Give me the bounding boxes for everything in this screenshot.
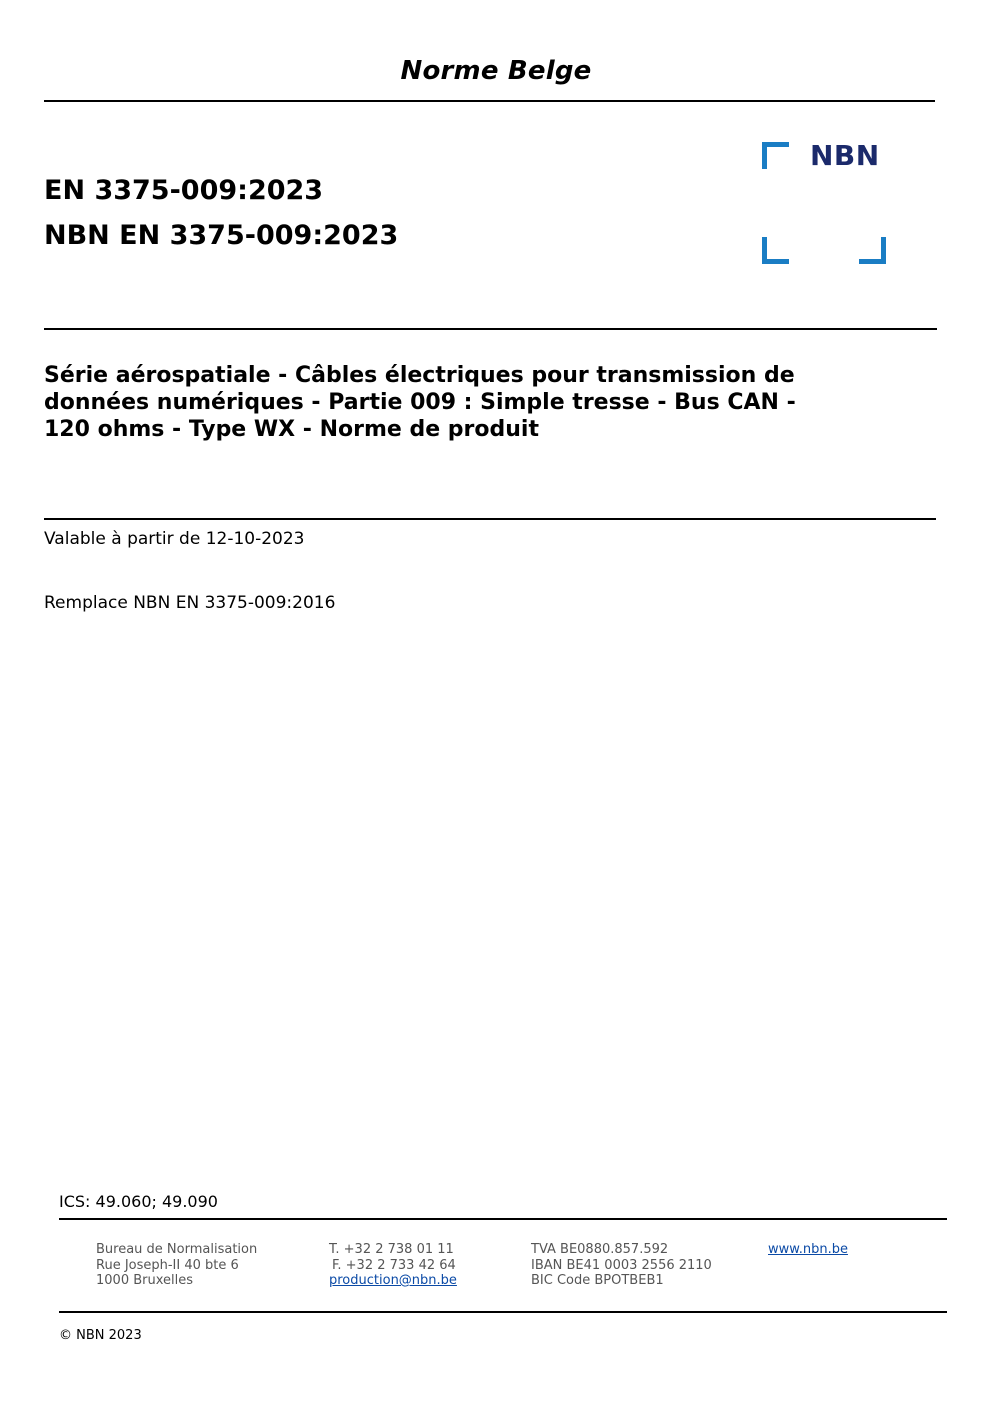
header-divider [44, 100, 935, 102]
logo-text: NBN [810, 139, 880, 172]
logo-corner-top-left [762, 142, 789, 169]
document-title [44, 362, 864, 443]
logo-corner-bottom-right [859, 237, 886, 264]
footer-bottom-divider [59, 1311, 947, 1313]
validity-divider [44, 518, 936, 520]
copyright: © NBN 2023 [59, 1328, 142, 1343]
footer-iban: IBAN BE41 0003 2556 2110 [531, 1257, 712, 1273]
title-divider [44, 328, 937, 330]
footer-address-line: Rue Joseph-II 40 bte 6 [96, 1257, 239, 1273]
footer-bic: BIC Code BPOTBEB1 [531, 1273, 664, 1288]
nbn-logo [762, 139, 886, 264]
document-title-line: 120 ohms - Type WX - Norme de produit [44, 417, 539, 442]
en-standard-number: EN 3375-009:2023 [44, 175, 324, 206]
footer-address [96, 1242, 257, 1289]
replaces-standard: Remplace NBN EN 3375-009:2016 [44, 593, 336, 613]
footer-email-link[interactable]: production@nbn.be [329, 1273, 457, 1288]
document-title-line: données numériques - Partie 009 : Simple tresse - Bus CAN - [44, 390, 796, 415]
footer-vat: TVA BE0880.857.592 [531, 1242, 669, 1257]
document-title-line: Série aérospatiale - Câbles électriques pour transmission de [44, 363, 795, 388]
footer-website-link[interactable]: www.nbn.be [768, 1242, 848, 1257]
validity-date: Valable à partir de 12-10-2023 [44, 529, 305, 549]
footer-address-line: 1000 Bruxelles [96, 1273, 194, 1288]
ics-codes: ICS: 49.060; 49.090 [59, 1192, 218, 1211]
footer-address-line: Bureau de Normalisation [96, 1242, 258, 1257]
footer-contact [329, 1242, 457, 1289]
footer-fax: F. +32 2 733 42 64 [332, 1257, 456, 1273]
nbn-standard-number: NBN EN 3375-009:2023 [44, 220, 399, 251]
logo-corner-bottom-left [762, 237, 789, 264]
footer-top-divider [59, 1218, 947, 1220]
footer-phone: T. +32 2 738 01 11 [329, 1242, 454, 1257]
header-title: Norme Belge [400, 56, 592, 86]
footer-banking [531, 1242, 712, 1289]
footer-website [768, 1242, 848, 1258]
